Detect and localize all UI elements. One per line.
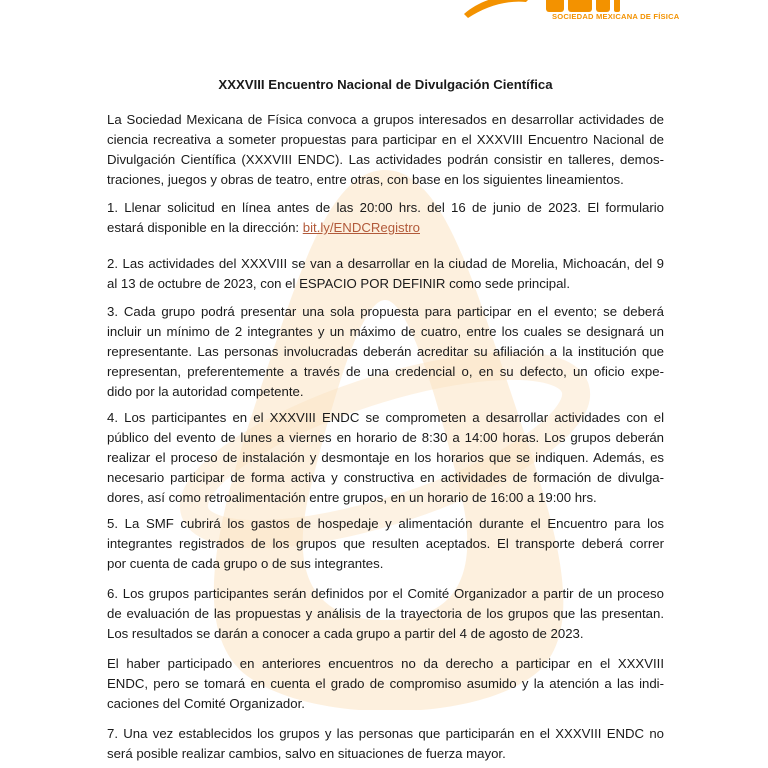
registration-link[interactable]: bit.ly/ENDCRegistro <box>302 220 420 235</box>
item-2-paragraph <box>107 254 664 294</box>
page-title: XXXVIII Encuentro Nacional de Divulgación Científica <box>218 77 553 92</box>
text-line: 2. Las actividades del XXXVIII se van a desarrollar en la ciudad de Morelia, Michoacán, del 9 <box>107 256 664 271</box>
brand-name: SOCIEDAD MEXICANA DE FÍSICA <box>552 12 680 21</box>
text-line: 4. Los participantes en el XXXVIII ENDC se comprometen a desarrollar actividades con el <box>107 410 664 425</box>
text-line: representante. Las personas involucradas deberán acreditar su afiliación a la institución que <box>107 344 664 359</box>
text-line: público del evento de lunes a viernes en horario de 8:30 a 14:00 horas. Los grupos deberán <box>107 430 664 445</box>
text-line: realizar el proceso de instalación y desmontaje en los horarios que se indiquen. Además, es <box>107 450 664 465</box>
text-line: 3. Cada grupo podrá presentar una sola propuesta para participar en el evento; se deberá <box>107 304 664 319</box>
text-line: por cuenta de cada grupo o de sus integrantes. <box>107 556 384 571</box>
text-line: necesario participar de forma activa y constructiva en actividades de formación de divulga- <box>107 470 664 485</box>
text-line: de evaluación de las propuestas y análisis de la trayectoria de los grupos que las presentan. <box>107 606 664 621</box>
intro-paragraph <box>107 110 664 190</box>
text-line: ENDC, pero se tomará en cuenta el grado de compromiso asumido y la atención a las indi- <box>107 676 664 691</box>
text-line: ciencia recreativa a someter propuestas para participar en el XXXVIII Encuentro Nacional de <box>107 132 664 147</box>
item-1-paragraph <box>107 198 664 238</box>
text-line: Los resultados se darán a conocer a cada grupo a partir del 4 de agosto de 2023. <box>107 626 584 641</box>
text-line: 1. Llenar solicitud en línea antes de las 20:00 hrs. del 16 de junio de 2023. El formulario <box>107 200 664 215</box>
text-line: La Sociedad Mexicana de Física convoca a grupos interesados en desarrollar actividades de <box>107 112 664 127</box>
note-paragraph <box>107 654 664 714</box>
text-line: Divulgación Científica (XXXVIII ENDC). Las actividades podrán consistir en talleres, demos- <box>107 152 664 167</box>
text-line: será posible realizar cambios, salvo en situaciones de fuerza mayor. <box>107 746 506 761</box>
text-line: 6. Los grupos participantes serán definidos por el Comité Organizador a partir de un proceso <box>107 586 664 601</box>
text-line: representan, preferentemente a través de una credencial o, en su defecto, un oficio expe- <box>107 364 664 379</box>
item-5-paragraph <box>107 514 664 574</box>
text-line: dores, así como retroalimentación entre grupos, en un horario de 16:00 a 19:00 hrs. <box>107 490 597 505</box>
item-4-paragraph <box>107 408 664 508</box>
text-line: El haber participado en anteriores encuentros no da derecho a participar en el XXXVIII <box>107 656 664 671</box>
text-line <box>107 218 664 238</box>
item-6-paragraph <box>107 584 664 644</box>
text-line: traciones, juegos y obras de teatro, entre otras, con base en los siguientes lineamientos. <box>107 172 624 187</box>
text-line: al 13 de octubre de 2023, con el ESPACIO POR DEFINIR como sede principal. <box>107 276 571 291</box>
text-line: 5. La SMF cubrirá los gastos de hospedaje y alimentación durante el Encuentro para los <box>107 516 664 531</box>
text-prefix: estará disponible en la dirección: <box>107 220 303 235</box>
item-7-paragraph <box>107 724 664 764</box>
text-line: integrantes registrados de los grupos que resulten aceptados. El transporte deberá correr <box>107 536 664 551</box>
text-line: dido por la autoridad competente. <box>107 384 304 399</box>
text-line: caciones del Comité Organizador. <box>107 696 305 711</box>
item-3-paragraph <box>107 302 664 402</box>
text-line: incluir un mínimo de 2 integrantes y un máximo de cuatro, entre los cuales se designará un <box>107 324 664 339</box>
text-line: 7. Una vez establecidos los grupos y las personas que participarán en el XXXVIII ENDC no <box>107 726 664 741</box>
smf-logo <box>462 0 680 30</box>
